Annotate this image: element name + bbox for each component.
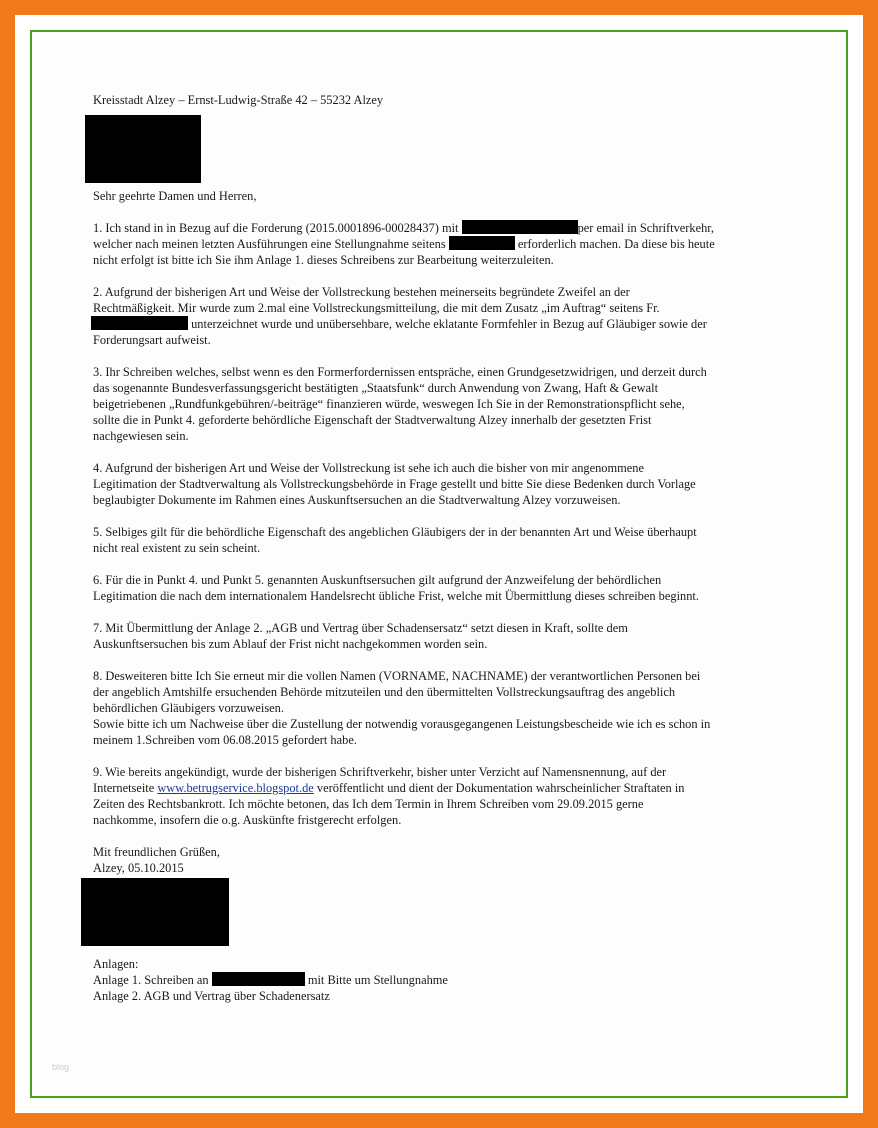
attachments: [93, 956, 793, 1004]
p1-line1-b: per email in Schriftverkehr,: [577, 221, 715, 235]
watermark-text: blog: [52, 1062, 70, 1072]
closing-place-date: Alzey, 05.10.2015: [93, 861, 184, 875]
p8-line3: behördlichen Gläubigers vorzuweisen.: [93, 701, 284, 715]
p8-line4: Sowie bitte ich um Nachweise über die Zustellung der notwendig vorausgegangenen Leistungsbescheide wie ich es schon in: [93, 717, 711, 731]
letter-body: [93, 92, 793, 1004]
paragraph-1: [93, 220, 793, 268]
attachment-1-a: Anlage 1. Schreiben an: [93, 973, 209, 987]
p4-line2: Legitimation der Stadtverwaltung als Vollstreckungsbehörde in Frage gestellt und bitte Sie diese Bedenken durch Vorlage: [93, 477, 696, 491]
p1-line1-a: 1. Ich stand in in Bezug auf die Forderung (2015.0001896-00028437) mit: [93, 221, 459, 235]
p4-line1: 4. Aufgrund der bisherigen Art und Weise der Vollstreckung ist sehe ich auch die bisher von mir angenommene: [93, 461, 644, 475]
redacted-name: [91, 316, 188, 330]
p5-line1: 5. Selbiges gilt für die behördliche Eigenschaft des angeblichen Gläubigers der in der benannten Art und Weise überhaupt: [93, 525, 697, 539]
paragraph-6: [93, 572, 793, 604]
p3-line2: das sogenannte Bundesverfassungsgericht bestätigten „Staatsfunk“ durch Anwendung von Zwang, Haft & Gewalt: [93, 381, 659, 395]
p7-line1: 7. Mit Übermittlung der Anlage 2. „AGB und Vertrag über Schadensersatz“ setzt diesen in Kraft, sollte dem: [93, 621, 628, 635]
paragraph-8: [93, 668, 793, 748]
p9-line2-b: veröffentlicht und dient der Dokumentation wahrscheinlicher Straftaten in: [313, 781, 685, 795]
p8-line1: 8. Desweiteren bitte Ich Sie erneut mir die vollen Namen (VORNAME, NACHNAME) der verantwortlichen Personen bei: [93, 669, 701, 683]
p2-line2: Rechtmäßigkeit. Mir wurde zum 2.mal eine Vollstreckungsmitteilung, die mit dem Zusatz „im Auftrag“ seitens Fr.: [93, 301, 660, 315]
p5-line2: nicht real existent zu sein scheint.: [93, 541, 261, 555]
p9-line4: nachkomme, insofern die o.g. Auskünfte fristgerecht erfolgen.: [93, 813, 402, 827]
closing-greeting: Mit freundlichen Grüßen,: [93, 845, 220, 859]
p9-line2-a: Internetseite: [93, 781, 158, 795]
p3-line5: nachgewiesen sein.: [93, 429, 189, 443]
p1-line2-a: welcher nach meinen letzten Ausführungen eine Stellungnahme seitens: [93, 237, 446, 251]
blog-link[interactable]: www.betrugservice.blogspot.de: [157, 781, 314, 795]
p2-line1: 2. Aufgrund der bisherigen Art und Weise der Vollstreckung bestehen meinerseits begründete Zweifel an der: [93, 285, 630, 299]
p3-line3: beigetriebenen „Rundfunkgebühren/-beiträge“ finanzieren würde, weswegen Ich Sie in der Remonstrationspflicht sehe,: [93, 397, 685, 411]
p9-line3: Zeiten des Rechtsbankrott. Ich möchte betonen, das Ich dem Termin in Ihrem Schreiben vom 29.09.2015 gerne: [93, 797, 644, 811]
redacted-name: [462, 220, 578, 234]
redacted-name: [212, 972, 305, 986]
p8-line2: der angeblich Amtshilfe ersuchenden Behörde mitzuteilen und den übermittelten Vollstreckungsauftrag des angeblich: [93, 685, 676, 699]
p9-line1: 9. Wie bereits angekündigt, wurde der bisherigen Schriftverkehr, bisher unter Verzicht auf Namensnennung, auf der: [93, 765, 667, 779]
sender-address: Kreisstadt Alzey – Ernst-Ludwig-Straße 42 – 55232 Alzey: [93, 93, 384, 107]
paragraph-2: [93, 284, 793, 348]
p6-line1: 6. Für die in Punkt 4. und Punkt 5. genannten Auskunftsersuchen gilt aufgrund der Anzweifelung der behördlichen: [93, 573, 662, 587]
p1-line3: nicht erfolgt ist bitte ich Sie ihm Anlage 1. dieses Schreibens zur Bearbeitung weiterzuleiten.: [93, 253, 554, 267]
paragraph-7: [93, 620, 793, 652]
p3-line4: sollte die in Punkt 4. geforderte behördliche Eigenschaft der Stadtverwaltung Alzey innerhalb der gesetzten Frist: [93, 413, 652, 427]
paragraph-3: [93, 364, 793, 444]
attachment-1-b: mit Bitte um Stellungnahme: [307, 973, 448, 987]
p2-line4: Forderungsart aufweist.: [93, 333, 211, 347]
paragraph-9: [93, 764, 793, 828]
p2-line3: unterzeichnet wurde und unübersehbare, welche eklatante Formfehler in Bezug auf Gläubiger sowie der: [191, 317, 707, 331]
p1-line2-b: erforderlich machen. Da diese bis heute: [517, 237, 715, 251]
attachments-heading: Anlagen:: [93, 957, 139, 971]
redacted-name: [449, 236, 515, 250]
p7-line2: Auskunftsersuchen bis zum Ablauf der Frist nicht nachgekommen worden sein.: [93, 637, 488, 651]
salutation: Sehr geehrte Damen und Herren,: [93, 189, 257, 203]
attachment-2: Anlage 2. AGB und Vertrag über Schadenersatz: [93, 989, 330, 1003]
paragraph-4: [93, 460, 793, 508]
p6-line2: Legitimation die nach dem internationalem Handelsrecht übliche Frist, welche mit Übermittlung dieses schreiben beginnt.: [93, 589, 699, 603]
paragraph-5: [93, 524, 793, 556]
p4-line3: beglaubigter Dokumente im Rahmen eines Auskunftsersuchen an die Stadtverwaltung Alzey vorzuweisen.: [93, 493, 621, 507]
p3-line1: 3. Ihr Schreiben welches, selbst wenn es den Formerfordernissen entspräche, einen Grundgesetzwidrigen, und derzeit durch: [93, 365, 707, 379]
p8-line5: meinem 1.Schreiben vom 06.08.2015 gefordert habe.: [93, 733, 357, 747]
